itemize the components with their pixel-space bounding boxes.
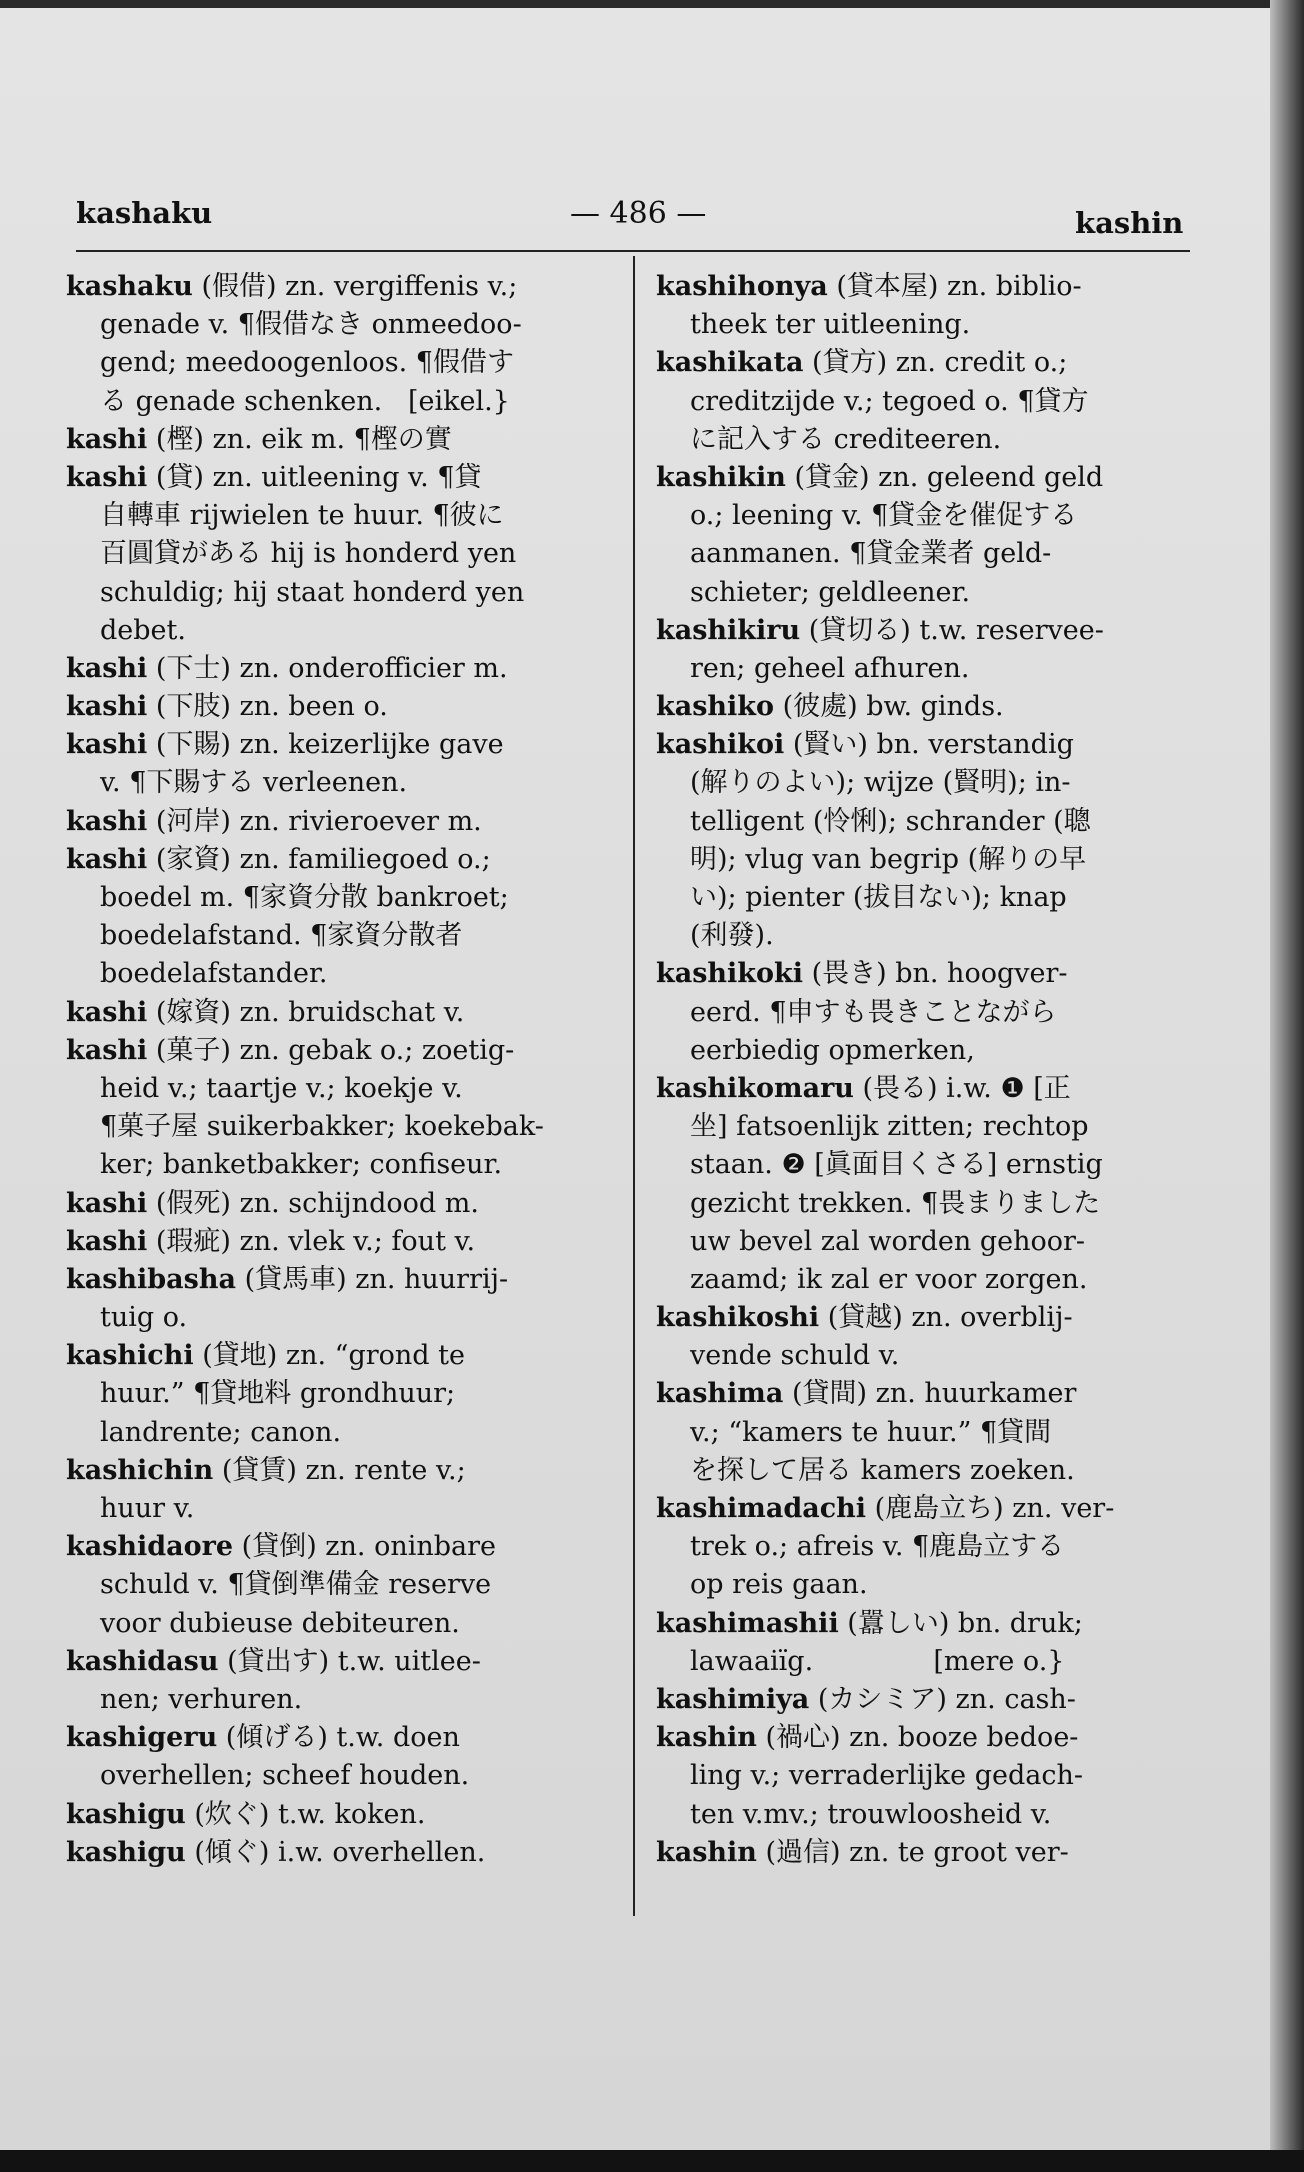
entry-text: に記入する crediteeren. xyxy=(690,423,1002,455)
entry-text: (利發). xyxy=(690,920,774,952)
continuation-line xyxy=(66,344,614,382)
entry-text: trek o.; afreis v. ¶鹿島立する xyxy=(690,1531,1065,1563)
entry-text: heid v.; taartje v.; koekje v. xyxy=(100,1072,463,1104)
entry-text: ten v.mv.; trouwloosheid v. xyxy=(690,1798,1052,1830)
entry-text: 明); vlug van begrip (解りの早 xyxy=(690,843,1087,875)
entry-line xyxy=(656,268,1196,306)
entry-line xyxy=(66,994,614,1032)
entry-text: v.; “kamers te huur.” ¶貸間 xyxy=(690,1416,1052,1448)
entry-text: tuig o. xyxy=(100,1302,188,1334)
entry-line xyxy=(66,1528,614,1566)
continuation-line xyxy=(656,841,1196,879)
continuation-line xyxy=(66,1108,614,1146)
entry-text: (下士) zn. onderofficier m. xyxy=(147,652,508,684)
continuation-line xyxy=(656,497,1196,535)
entry-text: い); pienter (拔目ない); knap xyxy=(690,882,1067,913)
continuation-line xyxy=(66,1681,614,1719)
headword: kashibasha xyxy=(66,1263,236,1295)
entry-line xyxy=(66,1185,614,1223)
continuation-line xyxy=(656,574,1196,612)
entry-text: (畏る) i.w. ❶ [正 xyxy=(853,1072,1071,1104)
entry-text: (傾ぐ) i.w. overhellen. xyxy=(185,1836,486,1868)
headword: kashigu xyxy=(66,1798,186,1830)
headword: kashikomaru xyxy=(656,1072,854,1104)
entry-text: (假借) zn. vergiffenis v.; xyxy=(192,271,518,302)
entry-text: (炊ぐ) t.w. koken. xyxy=(185,1798,426,1830)
continuation-line xyxy=(656,1796,1196,1834)
entry-text: landrente; canon. xyxy=(100,1416,342,1448)
continuation-line xyxy=(656,421,1196,459)
continuation-line xyxy=(66,574,614,612)
continuation-line xyxy=(656,1643,1196,1681)
entry-text: schieter; geldleener. xyxy=(690,576,971,608)
entry-text: gend; meedoogenloos. ¶假借す xyxy=(100,347,514,379)
headword: kashi xyxy=(66,805,148,837)
entry-text: staan. ❷ [眞面目くさる] ernstig xyxy=(690,1149,1103,1181)
headword: kashidaore xyxy=(66,1531,234,1563)
headword: kashiko xyxy=(656,691,775,723)
continuation-line xyxy=(656,1223,1196,1261)
entry-text: creditzijde v.; tegoed o. ¶貸方 xyxy=(690,385,1089,417)
entry-text: 自轉車 rijwielen te huur. ¶彼に xyxy=(100,500,504,532)
entry-line xyxy=(656,612,1196,650)
entry-text: eerbiedig opmerken, xyxy=(690,1034,975,1066)
entry-text: telligent (怜悧); schrander (聰 xyxy=(690,805,1091,837)
entry-text: (賢い) bn. verstandig xyxy=(784,729,1074,761)
continuation-line xyxy=(656,1452,1196,1490)
entry-text: genade v. ¶假借なき onmeedoo- xyxy=(100,309,522,341)
headword: kashimiya xyxy=(656,1683,810,1715)
entry-line xyxy=(66,1796,614,1834)
continuation-line xyxy=(656,1108,1196,1146)
entry-text: overhellen; scheef houden. xyxy=(100,1760,470,1792)
entry-text: (解りのよい); wijze (賢明); in- xyxy=(690,767,1071,799)
entry-text: (樫) zn. eik m. ¶樫の實 xyxy=(147,423,452,455)
entry-text: ¶菓子屋 suikerbakker; koekebak- xyxy=(100,1111,544,1143)
entry-text: (貸方) zn. credit o.; xyxy=(803,347,1068,379)
entry-text: lawaaiïg. [mere o.} xyxy=(690,1645,1065,1677)
continuation-line xyxy=(66,917,614,955)
headword: kashikoshi xyxy=(656,1302,820,1334)
left-guide-word: kashaku xyxy=(76,196,213,230)
entry-text: (下賜) zn. keizerlijke gave xyxy=(147,729,504,761)
scan-top-edge xyxy=(0,0,1304,8)
entry-text: (彼處) bw. ginds. xyxy=(774,691,1004,723)
entry-text: gezicht trekken. ¶畏まりました xyxy=(690,1187,1101,1219)
entry-line xyxy=(66,459,614,497)
headword: kashi xyxy=(66,423,148,455)
entry-text: (家資) zn. familiegoed o.; xyxy=(147,843,491,875)
continuation-line xyxy=(66,497,614,535)
entry-text: (貸馬車) zn. huurrij- xyxy=(236,1263,509,1295)
left-column xyxy=(66,268,614,1872)
continuation-line xyxy=(656,306,1196,344)
headword: kashigeru xyxy=(66,1722,218,1754)
entry-text: ling v.; verraderlijke gedach- xyxy=(690,1760,1083,1792)
headword: kashichi xyxy=(66,1340,194,1372)
headword: kashima xyxy=(656,1378,784,1410)
entry-line xyxy=(656,1719,1196,1757)
entry-text: (貸間) zn. huurkamer xyxy=(783,1378,1077,1410)
continuation-line xyxy=(66,955,614,993)
entry-text: huur.” ¶貸地料 grondhuur; xyxy=(100,1378,456,1410)
headword: kashi xyxy=(66,1225,148,1257)
headword: kashimashii xyxy=(656,1607,839,1639)
entry-text: boedelafstander. xyxy=(100,958,328,990)
entry-line xyxy=(656,1681,1196,1719)
headword: kashikoi xyxy=(656,729,785,761)
entry-line xyxy=(66,1032,614,1070)
entry-text: ker; banketbakker; confiseur. xyxy=(100,1149,503,1181)
page-number: — 486 — xyxy=(570,196,707,231)
continuation-line xyxy=(656,1146,1196,1184)
continuation-line xyxy=(66,383,614,421)
entry-text: voor dubieuse debiteuren. xyxy=(100,1607,460,1639)
headword: kashidasu xyxy=(66,1645,219,1677)
continuation-line xyxy=(656,1528,1196,1566)
headword: kashi xyxy=(66,691,148,723)
entry-text: nen; verhuren. xyxy=(100,1683,303,1715)
entry-line xyxy=(656,726,1196,764)
entry-line xyxy=(66,1834,614,1872)
entry-text: (カシミア) zn. cash- xyxy=(809,1683,1076,1715)
entry-text: (河岸) zn. rivieroever m. xyxy=(147,805,482,837)
continuation-line xyxy=(656,1337,1196,1375)
entry-text: (貸本屋) zn. biblio- xyxy=(827,271,1082,302)
entry-line xyxy=(656,1375,1196,1413)
entry-text: eerd. ¶申すも畏きことながら xyxy=(690,996,1057,1028)
continuation-line xyxy=(66,535,614,573)
headword: kashimadachi xyxy=(656,1493,867,1524)
entry-text: る genade schenken. [eikel.} xyxy=(100,385,510,417)
entry-text: zaamd; ik zal er voor zorgen. xyxy=(690,1263,1088,1295)
headword: kashichin xyxy=(66,1454,214,1486)
headword: kashikiru xyxy=(656,614,801,646)
page-header xyxy=(0,196,1270,246)
entry-text: (瑕疵) zn. vlek v.; fout v. xyxy=(147,1225,476,1257)
headword: kashikata xyxy=(656,347,804,379)
entry-text: (貸金) zn. geleend geld xyxy=(785,461,1104,493)
entry-text: op reis gaan. xyxy=(690,1569,868,1601)
headword: kashaku xyxy=(66,271,193,302)
entry-line xyxy=(656,955,1196,993)
headword: kashin xyxy=(656,1836,757,1868)
scan-bottom-edge xyxy=(0,2150,1304,2172)
continuation-line xyxy=(66,1070,614,1108)
entry-text: (畏き) bn. hoogver- xyxy=(802,958,1068,990)
entry-line xyxy=(656,1299,1196,1337)
entry-line xyxy=(66,650,614,688)
continuation-line xyxy=(66,612,614,650)
entry-text: (傾げる) t.w. doen xyxy=(217,1722,460,1754)
continuation-line xyxy=(66,1299,614,1337)
continuation-line xyxy=(66,1146,614,1184)
continuation-line xyxy=(66,1490,614,1528)
continuation-line xyxy=(656,1566,1196,1604)
headword: kashikoki xyxy=(656,958,803,990)
entry-text: 百圓貸がある hij is honderd yen xyxy=(100,538,517,570)
entry-text: (禍心) zn. booze bedoe- xyxy=(756,1722,1079,1754)
entry-text: o.; leening v. ¶貸金を催促する xyxy=(690,500,1078,532)
entry-line xyxy=(656,1490,1196,1528)
continuation-line xyxy=(656,803,1196,841)
entry-text: (嫁資) zn. bruidschat v. xyxy=(147,996,465,1028)
entry-text: (貸) zn. uitleening v. ¶貸 xyxy=(147,461,482,493)
header-rule xyxy=(76,250,1190,252)
entry-text: huur v. xyxy=(100,1493,195,1524)
entry-text: (下肢) zn. been o. xyxy=(147,691,388,723)
continuation-line xyxy=(66,764,614,802)
entry-line xyxy=(656,344,1196,382)
entry-text: aanmanen. ¶貸金業者 geld- xyxy=(690,538,1052,570)
headword: kashi xyxy=(66,843,148,875)
continuation-line xyxy=(66,1375,614,1413)
entry-line xyxy=(66,268,614,306)
entry-text: schuldig; hij staat honderd yen xyxy=(100,576,525,608)
headword: kashihonya xyxy=(656,271,828,302)
right-column xyxy=(656,268,1196,1872)
entry-line xyxy=(656,459,1196,497)
headword: kashigu xyxy=(66,1836,186,1868)
headword: kashikin xyxy=(656,461,786,493)
entry-text: schuld v. ¶貸倒準備金 reserve xyxy=(100,1569,492,1601)
entry-text: 坐] fatsoenlijk zitten; rechtop xyxy=(690,1111,1089,1143)
entry-text: (貸切る) t.w. reservee- xyxy=(800,614,1104,646)
column-separator xyxy=(633,256,635,1916)
continuation-line xyxy=(656,1757,1196,1795)
continuation-line xyxy=(656,879,1196,917)
continuation-line xyxy=(656,994,1196,1032)
entry-text: debet. xyxy=(100,614,186,646)
continuation-line xyxy=(66,1757,614,1795)
right-guide-word: kashin xyxy=(1075,206,1184,240)
entry-line xyxy=(66,1261,614,1299)
entry-line xyxy=(66,688,614,726)
entry-line xyxy=(656,1070,1196,1108)
continuation-line xyxy=(656,650,1196,688)
headword: kashi xyxy=(66,461,148,493)
continuation-line xyxy=(66,1566,614,1604)
entry-line xyxy=(656,688,1196,726)
continuation-line xyxy=(656,535,1196,573)
entry-line xyxy=(66,803,614,841)
continuation-line xyxy=(66,1414,614,1452)
entry-text: (貸地) zn. “grond te xyxy=(193,1340,465,1372)
entry-line xyxy=(66,1223,614,1261)
continuation-line xyxy=(656,1185,1196,1223)
entry-line xyxy=(656,1605,1196,1643)
entry-line xyxy=(66,726,614,764)
headword: kashi xyxy=(66,996,148,1028)
entry-text: を探して居る kamers zoeken. xyxy=(690,1454,1075,1486)
continuation-line xyxy=(656,1414,1196,1452)
entry-text: (貸倒) zn. oninbare xyxy=(233,1531,497,1563)
entry-line xyxy=(66,1452,614,1490)
entry-text: v. ¶下賜する verleenen. xyxy=(100,767,408,799)
continuation-line xyxy=(656,383,1196,421)
entry-text: (囂しい) bn. druk; xyxy=(838,1607,1083,1639)
headword: kashi xyxy=(66,729,148,761)
entry-text: ren; geheel afhuren. xyxy=(690,652,970,684)
entry-line xyxy=(66,841,614,879)
entry-text: (貸出す) t.w. uitlee- xyxy=(218,1645,481,1677)
page-right-edge xyxy=(1270,0,1304,2172)
entry-text: (鹿島立ち) zn. ver- xyxy=(866,1493,1115,1524)
headword: kashin xyxy=(656,1722,757,1754)
entry-line xyxy=(66,1337,614,1375)
continuation-line xyxy=(66,879,614,917)
entry-text: (假死) zn. schijndood m. xyxy=(147,1187,479,1219)
continuation-line xyxy=(656,764,1196,802)
entry-line xyxy=(66,421,614,459)
continuation-line xyxy=(656,1032,1196,1070)
entry-line xyxy=(66,1719,614,1757)
entry-text: boedel m. ¶家資分散 bankroet; xyxy=(100,882,509,913)
headword: kashi xyxy=(66,652,148,684)
entry-text: uw bevel zal worden gehoor- xyxy=(690,1225,1086,1257)
headword: kashi xyxy=(66,1187,148,1219)
continuation-line xyxy=(66,1605,614,1643)
entry-text: (菓子) zn. gebak o.; zoetig- xyxy=(147,1034,515,1066)
entry-text: (過信) zn. te groot ver- xyxy=(756,1836,1069,1868)
entry-text: vende schuld v. xyxy=(690,1340,900,1372)
entry-line xyxy=(656,1834,1196,1872)
headword: kashi xyxy=(66,1034,148,1066)
entry-text: (貸越) zn. overblij- xyxy=(819,1302,1073,1334)
continuation-line xyxy=(66,306,614,344)
entry-text: theek ter uitleening. xyxy=(690,309,971,341)
entry-text: boedelafstand. ¶家資分散者 xyxy=(100,920,463,952)
continuation-line xyxy=(656,917,1196,955)
entry-text: (貸賃) zn. rente v.; xyxy=(213,1454,466,1486)
entry-line xyxy=(66,1643,614,1681)
continuation-line xyxy=(656,1261,1196,1299)
